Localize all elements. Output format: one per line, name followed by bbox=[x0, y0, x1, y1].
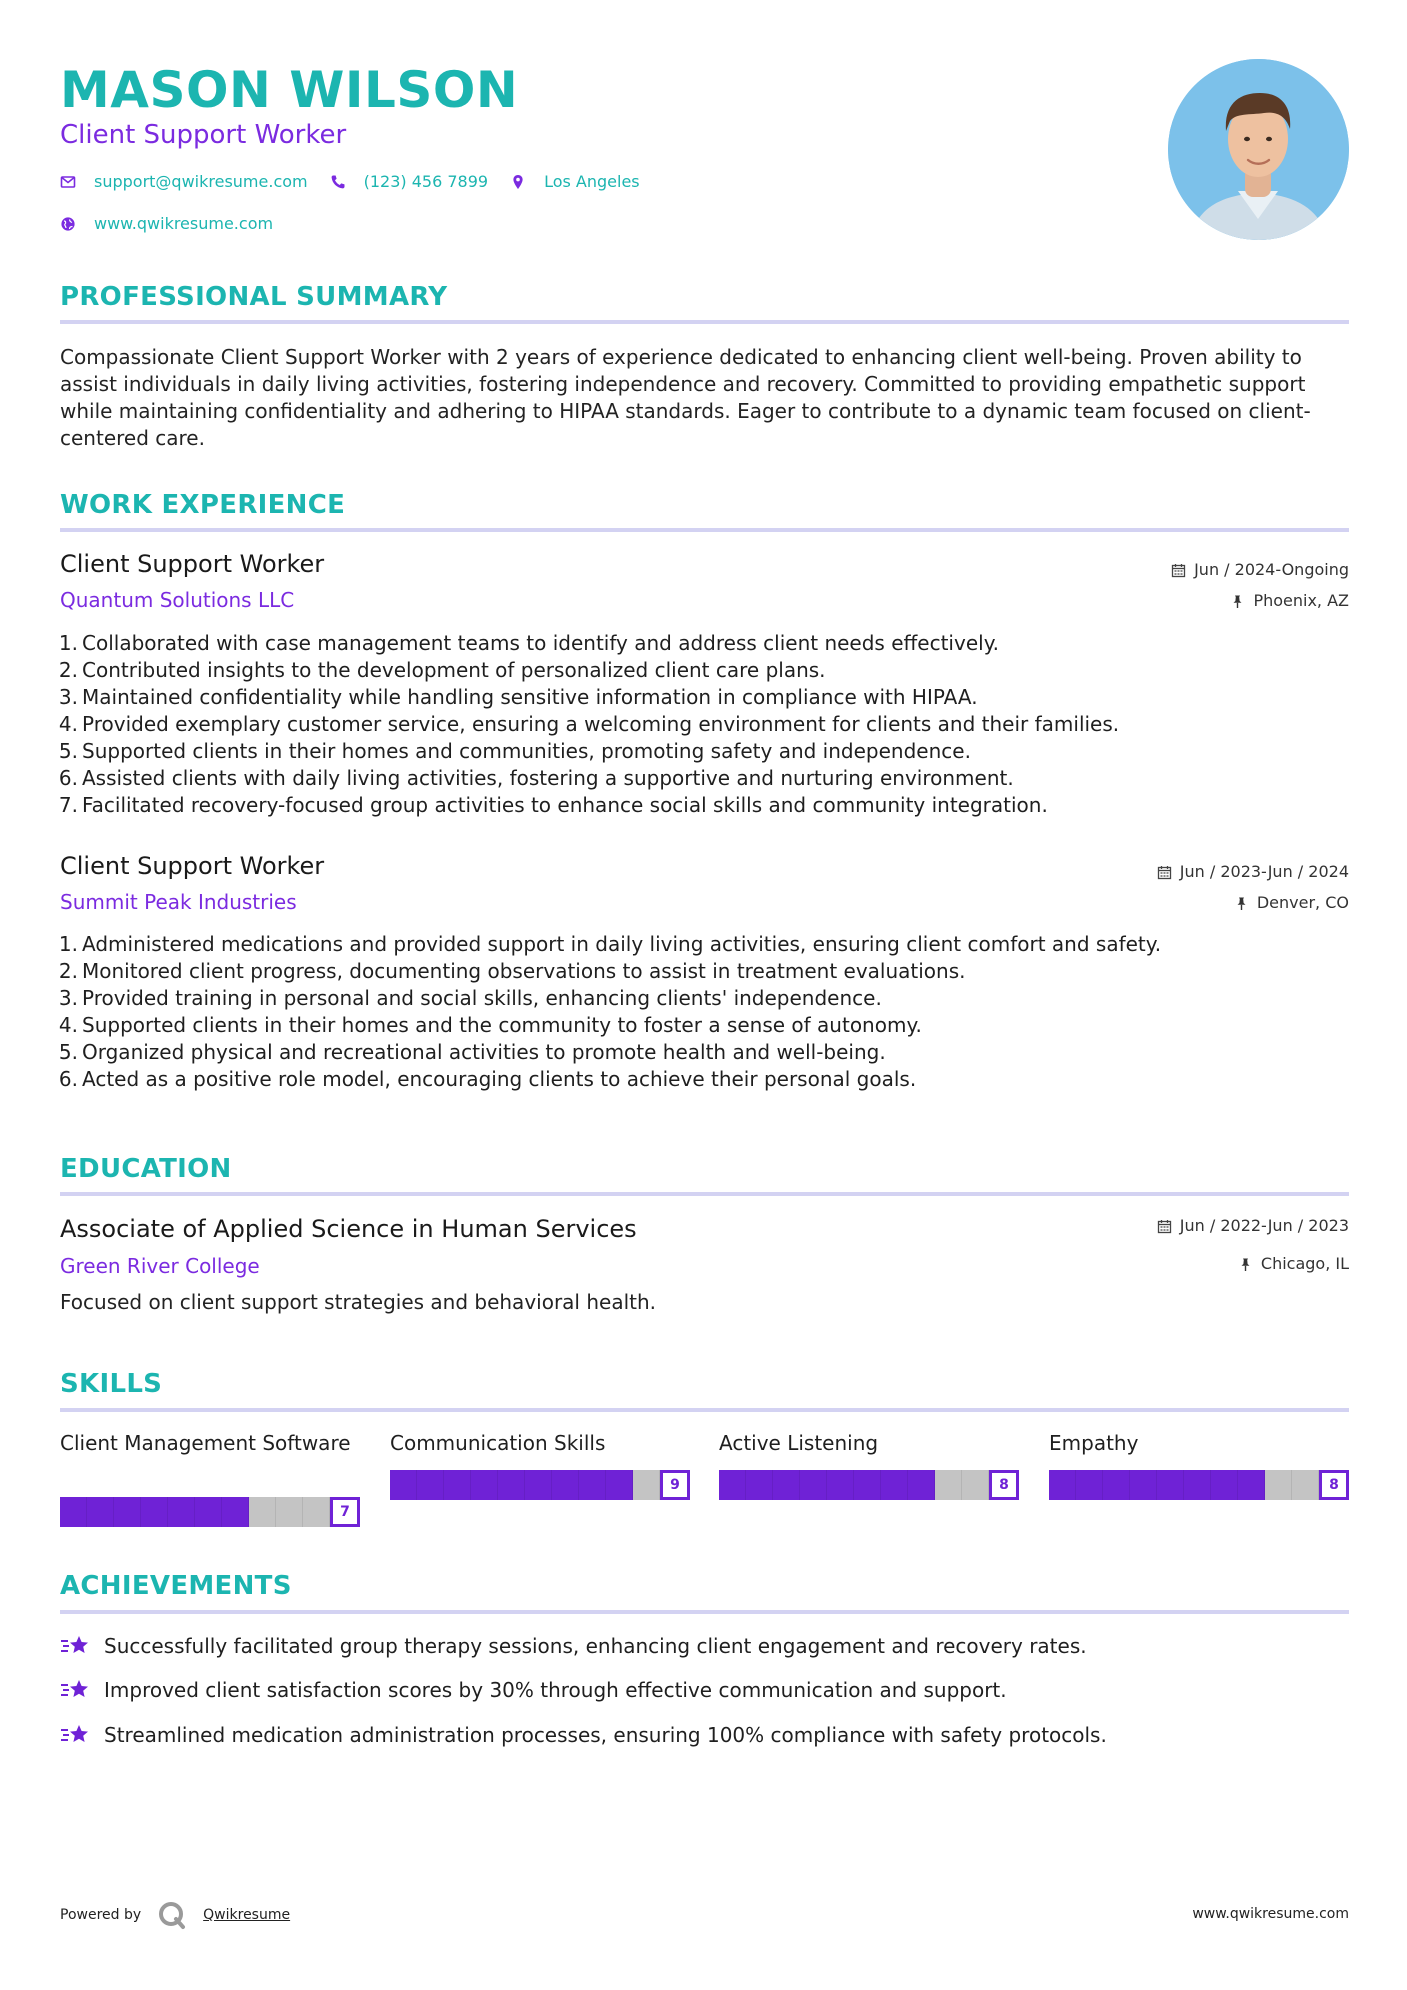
job-title: Client Support Worker bbox=[60, 852, 325, 880]
skill-bar bbox=[1049, 1470, 1349, 1500]
skill-segment-filled bbox=[141, 1497, 168, 1527]
list-item: 3. Maintained confidentiality while handling sensitive information in compliance with HIPAA. bbox=[58, 685, 978, 709]
education-location bbox=[1238, 1254, 1349, 1274]
skill-segment-empty bbox=[1265, 1470, 1292, 1500]
job-date bbox=[1157, 862, 1349, 882]
experience-heading: WORK EXPERIENCE bbox=[60, 490, 346, 520]
skill-segment-filled bbox=[1211, 1470, 1238, 1500]
skill-bar bbox=[719, 1470, 1019, 1500]
skill-segment-filled bbox=[498, 1470, 525, 1500]
pushpin-icon bbox=[1238, 1257, 1253, 1272]
skill-bar bbox=[390, 1470, 690, 1500]
list-item: 4. Provided exemplary customer service, ensuring a welcoming environment for clients and their families. bbox=[58, 712, 1120, 736]
skill-segment-filled bbox=[881, 1470, 908, 1500]
job-location-text: Phoenix, AZ bbox=[1253, 591, 1349, 610]
phone-text: (123) 456 7899 bbox=[363, 172, 489, 191]
achievement-item bbox=[60, 1676, 1007, 1704]
skill-item bbox=[60, 1430, 360, 1520]
achievements-heading: ACHIEVEMENTS bbox=[60, 1571, 292, 1601]
globe-icon bbox=[60, 216, 76, 232]
phone-item[interactable] bbox=[330, 172, 488, 191]
qwikresume-logo-icon bbox=[157, 1900, 187, 1930]
skill-item bbox=[390, 1430, 690, 1493]
job-date-text: Jun / 2024-Ongoing bbox=[1194, 560, 1349, 579]
skill-segment-filled bbox=[195, 1497, 222, 1527]
skill-segment-empty bbox=[303, 1497, 330, 1527]
list-item: 2. Contributed insights to the development of personalized client care plans. bbox=[58, 658, 826, 682]
skill-bar-track bbox=[60, 1497, 330, 1527]
skill-segment-filled bbox=[390, 1470, 417, 1500]
skill-name: Client Management Software bbox=[60, 1431, 351, 1455]
skill-name: Communication Skills bbox=[390, 1431, 606, 1455]
skill-segment-filled bbox=[854, 1470, 881, 1500]
skill-bar-track bbox=[1049, 1470, 1319, 1500]
list-item: 3. Provided training in personal and social skills, enhancing clients' independence. bbox=[58, 986, 882, 1010]
section-divider bbox=[60, 1610, 1349, 1614]
skill-segment-filled bbox=[606, 1470, 633, 1500]
list-item: 7. Facilitated recovery-focused group activities to enhance social skills and community integration. bbox=[58, 793, 1048, 817]
phone-icon bbox=[330, 174, 346, 190]
contact-row-2 bbox=[60, 214, 295, 233]
skill-segment-empty bbox=[633, 1470, 660, 1500]
calendar-icon bbox=[1157, 865, 1172, 880]
job-date bbox=[1171, 560, 1349, 580]
list-item: 2. Monitored client progress, documenting observations to assist in treatment evaluations. bbox=[58, 959, 966, 983]
skill-segment-filled bbox=[1157, 1470, 1184, 1500]
location-text: Los Angeles bbox=[544, 172, 640, 191]
skill-segment-empty bbox=[249, 1497, 276, 1527]
shooting-star-icon bbox=[60, 1632, 90, 1660]
pushpin-icon bbox=[1230, 594, 1245, 609]
skill-segment-filled bbox=[168, 1497, 195, 1527]
skill-level: 9 bbox=[660, 1470, 690, 1500]
skill-name: Active Listening bbox=[719, 1431, 879, 1455]
skill-item bbox=[1049, 1430, 1349, 1493]
skill-segment-filled bbox=[60, 1497, 87, 1527]
skill-segment-filled bbox=[114, 1497, 141, 1527]
achievement-item bbox=[60, 1632, 1087, 1660]
qwikresume-link[interactable]: Qwikresume bbox=[203, 1907, 291, 1923]
skill-segment-filled bbox=[827, 1470, 854, 1500]
education-location-text: Chicago, IL bbox=[1260, 1254, 1349, 1273]
company-name: Summit Peak Industries bbox=[60, 890, 297, 914]
pushpin-icon bbox=[1234, 896, 1249, 911]
candidate-name: MASON WILSON bbox=[60, 61, 519, 119]
contact-row bbox=[60, 172, 662, 191]
skill-item bbox=[719, 1430, 1019, 1493]
profile-photo-illustration bbox=[1168, 59, 1349, 240]
education-date-text: Jun / 2022-Jun / 2023 bbox=[1179, 1216, 1349, 1235]
list-item: 6. Acted as a positive role model, encouraging clients to achieve their personal goals. bbox=[58, 1067, 917, 1091]
skill-segment-filled bbox=[579, 1470, 606, 1500]
skill-segment-filled bbox=[719, 1470, 746, 1500]
section-divider bbox=[60, 1408, 1349, 1412]
skill-segment-empty bbox=[935, 1470, 962, 1500]
skill-segment-filled bbox=[87, 1497, 114, 1527]
degree-title: Associate of Applied Science in Human Services bbox=[60, 1215, 637, 1243]
list-item: 5. Supported clients in their homes and communities, promoting safety and independence. bbox=[58, 739, 971, 763]
location-item bbox=[510, 172, 640, 191]
skill-segment-filled bbox=[1076, 1470, 1103, 1500]
website-text: www.qwikresume.com bbox=[94, 214, 274, 233]
skill-segment-filled bbox=[417, 1470, 444, 1500]
skill-name: Empathy bbox=[1049, 1431, 1139, 1455]
education-heading: EDUCATION bbox=[60, 1154, 232, 1184]
skill-level: 7 bbox=[330, 1497, 360, 1527]
section-divider bbox=[60, 528, 1349, 532]
profile-photo bbox=[1168, 59, 1349, 240]
skill-segment-filled bbox=[1049, 1470, 1076, 1500]
email-text: support@qwikresume.com bbox=[94, 172, 308, 191]
list-item: 6. Assisted clients with daily living activities, fostering a supportive and nurturing environment. bbox=[58, 766, 1014, 790]
powered-by-label: Powered by bbox=[60, 1907, 142, 1923]
candidate-role: Client Support Worker bbox=[60, 120, 347, 150]
school-name: Green River College bbox=[60, 1254, 260, 1278]
education-date bbox=[1157, 1216, 1349, 1236]
achievement-text: Streamlined medication administration processes, ensuring 100% compliance with safety protocols. bbox=[104, 1722, 1107, 1747]
list-item: 4. Supported clients in their homes and the community to foster a sense of autonomy. bbox=[58, 1013, 922, 1037]
section-divider bbox=[60, 1192, 1349, 1196]
job-date-text: Jun / 2023-Jun / 2024 bbox=[1179, 862, 1349, 881]
calendar-icon bbox=[1171, 563, 1186, 578]
achievement-item bbox=[60, 1721, 1107, 1749]
skill-level: 8 bbox=[1319, 1470, 1349, 1500]
skill-segment-filled bbox=[1184, 1470, 1211, 1500]
education-description: Focused on client support strategies and behavioral health. bbox=[60, 1290, 657, 1314]
skill-segment-empty bbox=[276, 1497, 303, 1527]
skill-segment-empty bbox=[1292, 1470, 1319, 1500]
job-location-text: Denver, CO bbox=[1256, 893, 1349, 912]
skill-segment-filled bbox=[552, 1470, 579, 1500]
map-pin-icon bbox=[510, 174, 526, 190]
job-bullets bbox=[54, 931, 1344, 1093]
job-location bbox=[1234, 893, 1349, 913]
footer-powered-by bbox=[60, 1900, 290, 1930]
section-divider bbox=[60, 320, 1349, 324]
skills-heading: SKILLS bbox=[60, 1369, 163, 1399]
skill-segment-filled bbox=[773, 1470, 800, 1500]
skill-bar-track bbox=[390, 1470, 660, 1500]
skill-segment-filled bbox=[1130, 1470, 1157, 1500]
list-item: 5. Organized physical and recreational activities to promote health and well-being. bbox=[58, 1040, 886, 1064]
footer-url[interactable]: www.qwikresume.com bbox=[1192, 1906, 1349, 1922]
company-name: Quantum Solutions LLC bbox=[60, 588, 295, 612]
skill-bar bbox=[60, 1497, 360, 1527]
skill-segment-filled bbox=[800, 1470, 827, 1500]
job-title: Client Support Worker bbox=[60, 550, 325, 578]
shooting-star-icon bbox=[60, 1676, 90, 1704]
list-item: 1. Administered medications and provided support in daily living activities, ensuring client comfort and safety. bbox=[58, 932, 1162, 956]
skill-level: 8 bbox=[989, 1470, 1019, 1500]
email-item[interactable] bbox=[60, 172, 308, 191]
job-bullets bbox=[54, 630, 1344, 819]
skill-segment-empty bbox=[962, 1470, 989, 1500]
job-location bbox=[1230, 591, 1349, 611]
skill-segment-filled bbox=[525, 1470, 552, 1500]
skill-segment-filled bbox=[746, 1470, 773, 1500]
skill-segment-filled bbox=[222, 1497, 249, 1527]
achievement-text: Successfully facilitated group therapy sessions, enhancing client engagement and recovery rates. bbox=[104, 1633, 1087, 1658]
envelope-icon bbox=[60, 174, 76, 190]
skill-segment-filled bbox=[1103, 1470, 1130, 1500]
summary-heading: PROFESSIONAL SUMMARY bbox=[60, 282, 448, 312]
shooting-star-icon bbox=[60, 1721, 90, 1749]
skill-segment-filled bbox=[444, 1470, 471, 1500]
summary-text: Compassionate Client Support Worker with 2 years of experience dedicated to enhancing client well-being. Proven ability to assist individuals in daily living activities, fostering independence and recovery. Committed to providing empathetic support while maintaining confidentiality and adhering to HIPAA standards. Eager to contribute to a dynamic team focused on client-centered care. bbox=[60, 345, 1311, 450]
skill-segment-filled bbox=[471, 1470, 498, 1500]
achievement-text: Improved client satisfaction scores by 30% through effective communication and support. bbox=[104, 1677, 1007, 1702]
skill-segment-filled bbox=[908, 1470, 935, 1500]
calendar-icon bbox=[1157, 1219, 1172, 1234]
website-item[interactable] bbox=[60, 214, 273, 233]
skill-bar-track bbox=[719, 1470, 989, 1500]
skill-segment-filled bbox=[1238, 1470, 1265, 1500]
list-item: 1. Collaborated with case management teams to identify and address client needs effectively. bbox=[58, 631, 1000, 655]
